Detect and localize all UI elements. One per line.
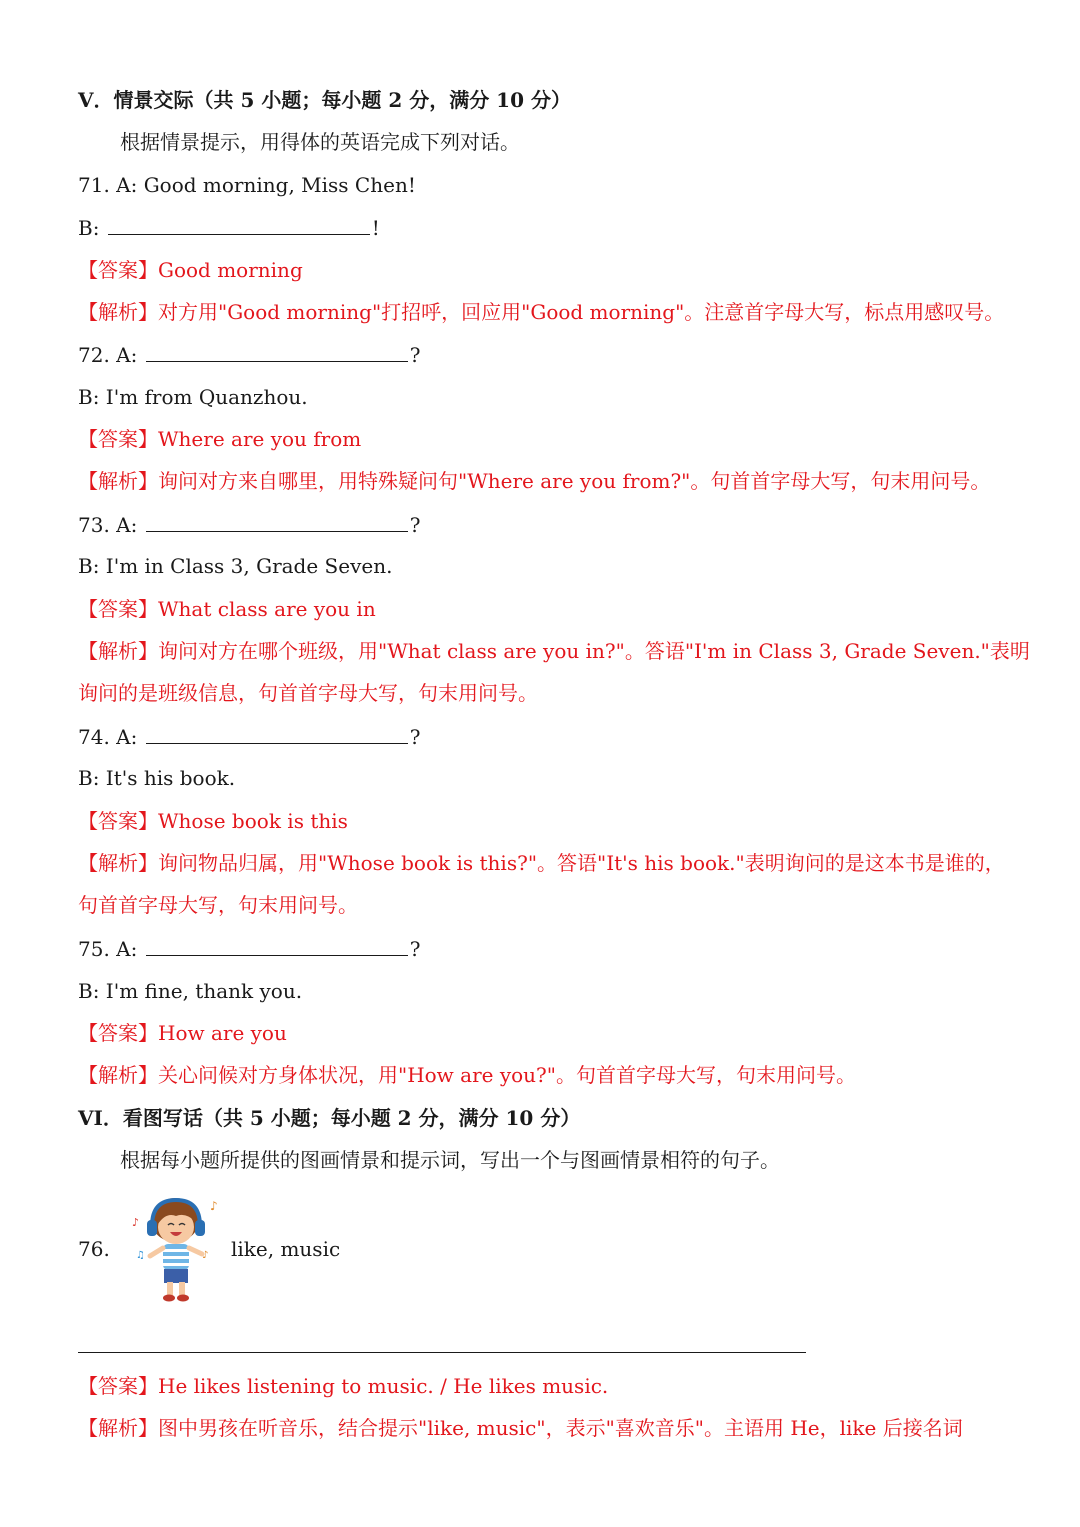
q75-a xyxy=(78,933,1010,964)
q75-analysis: 【解析】关心问候对方身体状况，用"How are you?"。句首首字母大写，句末用问号。 xyxy=(78,1063,856,1087)
q75-answer-blank[interactable] xyxy=(146,933,408,956)
section-5-heading: V．情景交际（共 5 小题；每小题 2 分，满分 10 分） xyxy=(78,88,571,112)
q75-b: B: I'm fine, thank you. xyxy=(78,979,303,1003)
q73-a-suffix: ? xyxy=(409,513,421,537)
q71-b-suffix: ! xyxy=(371,216,380,240)
section-6-heading: VI．看图写话（共 5 小题；每小题 2 分，满分 10 分） xyxy=(78,1106,581,1130)
q74-b: B: It's his book. xyxy=(78,766,236,790)
q72-a xyxy=(78,339,1010,370)
q76-hint: like, music xyxy=(231,1237,341,1261)
q73-answer: 【答案】What class are you in xyxy=(78,597,376,621)
q71-answer-blank[interactable] xyxy=(108,212,370,235)
q76-row xyxy=(78,1192,678,1312)
q74-analysis-line2: 句首首字母大写，句末用问号。 xyxy=(78,893,358,917)
q75-answer: 【答案】How are you xyxy=(78,1021,287,1045)
q74-a-prefix: 74. A: xyxy=(78,725,138,749)
q75-a-prefix: 75. A: xyxy=(78,937,138,961)
q72-answer: 【答案】Where are you from xyxy=(78,427,362,451)
q74-answer-blank[interactable] xyxy=(146,721,408,744)
q71-b xyxy=(78,212,1010,243)
q72-analysis: 【解析】询问对方来自哪里，用特殊疑问句"Where are you from?"。句首首字母大写，句末用问号。 xyxy=(78,469,991,493)
q72-answer-blank[interactable] xyxy=(146,339,408,362)
svg-text:♪: ♪ xyxy=(210,1199,218,1213)
q76-number: 76. xyxy=(78,1237,110,1261)
q71-b-prefix: B: xyxy=(78,216,100,240)
svg-text:♫: ♫ xyxy=(136,1250,145,1261)
svg-text:♪: ♪ xyxy=(132,1216,140,1229)
boy-listening-music-illustration xyxy=(128,1192,228,1307)
section-5-instruction: 根据情景提示，用得体的英语完成下列对话。 xyxy=(120,130,520,154)
q73-a xyxy=(78,509,1010,540)
q74-analysis-line1: 【解析】询问物品归属，用"Whose book is this?"。答语"It's his book."表明询问的是这本书是谁的， xyxy=(78,851,1005,875)
q74-a-suffix: ? xyxy=(409,725,421,749)
q71-analysis: 【解析】对方用"Good morning"打招呼，回应用"Good morning"。注意首字母大写，标点用感叹号。 xyxy=(78,300,1005,324)
q73-analysis-line2: 询问的是班级信息，句首首字母大写，句末用问号。 xyxy=(78,681,538,705)
svg-text:♪: ♪ xyxy=(202,1250,209,1261)
q75-a-suffix: ? xyxy=(409,937,421,961)
q76-answer-line[interactable] xyxy=(78,1352,806,1353)
q73-analysis-line1: 【解析】询问对方在哪个班级，用"What class are you in?"。答语"I'm in Class 3, Grade Seven."表明 xyxy=(78,639,1030,663)
q73-answer-blank[interactable] xyxy=(146,509,408,532)
q76-analysis: 【解析】图中男孩在听音乐，结合提示"like, music"，表示"喜欢音乐"。主语用 He，like 后接名词 xyxy=(78,1416,963,1440)
q72-a-suffix: ? xyxy=(409,343,421,367)
q71-answer: 【答案】Good morning xyxy=(78,258,303,282)
q73-a-prefix: 73. A: xyxy=(78,513,138,537)
q72-a-prefix: 72. A: xyxy=(78,343,138,367)
q74-answer: 【答案】Whose book is this xyxy=(78,809,348,833)
q76-answer: 【答案】He likes listening to music. / He likes music. xyxy=(78,1374,609,1398)
section-6-instruction: 根据每小题所提供的图画情景和提示词，写出一个与图画情景相符的句子。 xyxy=(120,1148,780,1172)
q74-a xyxy=(78,721,1010,752)
q71-a: 71. A: Good morning, Miss Chen! xyxy=(78,173,416,197)
q73-b: B: I'm in Class 3, Grade Seven. xyxy=(78,554,393,578)
q72-b: B: I'm from Quanzhou. xyxy=(78,385,308,409)
